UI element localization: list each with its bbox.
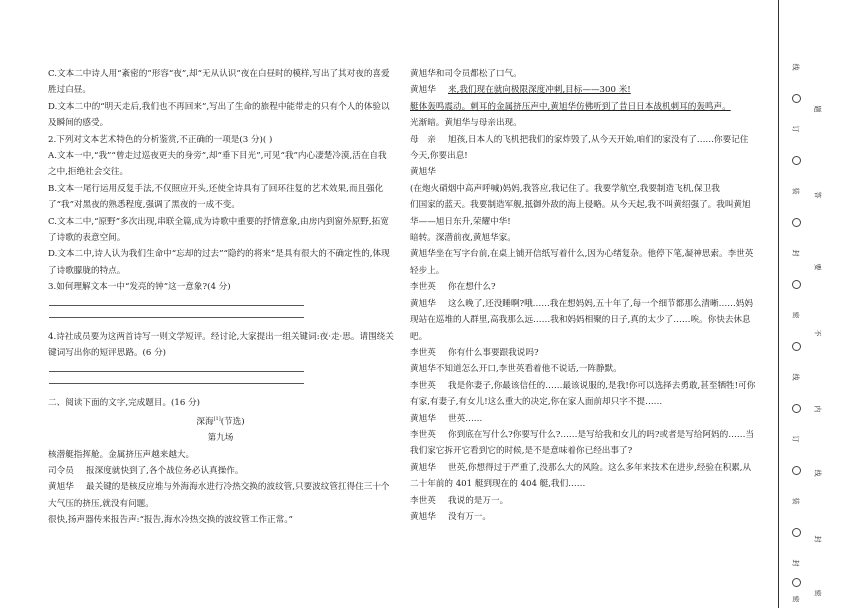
binding-circle [792, 218, 801, 227]
dialogue-line-cont: 华——旭日东升,荣耀中华! [410, 216, 511, 227]
dialogue-line: 李世英 你在想什么? [410, 282, 496, 293]
dialogue-line: 母 亲 旭孩,日本人的飞机把我们的家炸毁了,从今天开始,咱们的家没有了……你要记住 [410, 134, 749, 145]
binding-char: 装 [791, 187, 800, 195]
dialogue-line-cont: 吧。 [410, 331, 428, 342]
question-2: 2.下列对文本艺术特色的分析鉴赏,不正确的一项是(3 分)( ) [48, 134, 273, 145]
dialogue-line-cont: 今天,你要出息! [410, 151, 468, 162]
right-column [410, 66, 760, 525]
option-c: C.文本二中诗人用“紊密的”形容“夜”,却“无从认识”夜在白昼时的模样,写出了其对夜的喜爱 [48, 69, 390, 79]
binding-circle [792, 404, 801, 413]
dialogue-line: 李世英 你到底在写什么?你要写什么?……是写给我和女儿的吗?或者是写给阿妈的……当 [410, 429, 755, 440]
binding-char: 订 [791, 125, 800, 133]
binding-circle [792, 280, 801, 289]
binding-circle [792, 528, 801, 537]
stage-direction: 艇体轰鸣震动。刺耳的金属挤压声中,黄旭华仿佛听到了昔日日本战机刺耳的轰鸣声。 [410, 101, 731, 112]
dialogue-line: 司令员 报深度就快到了,各个战位务必认真操作。 [48, 465, 244, 476]
dialogue-line: 黄旭华 世英…… [410, 413, 483, 424]
option-d: D.文本二中的“明天走后,我们也不再回来”,写出了生命的旅程中能带走的只有个人的体验以 [48, 101, 390, 112]
binding-circle [792, 94, 801, 103]
option-d-cont: 及瞬间的感受。 [48, 118, 109, 129]
dialogue-line-cont: 我们家它拆开它看到它的时候,是不是意味着你已经出事了? [410, 446, 633, 457]
stage-direction: 核潜艇指挥舱。金属挤压声越来越大。 [48, 449, 195, 460]
question-4-cont: 键词写出你的短评思路。(6 分) [48, 348, 167, 359]
binding-char: 线 [791, 63, 800, 71]
q2-option-c-cont: 了诗歌的表意空间。 [48, 233, 126, 244]
binding-circle [792, 578, 801, 587]
dialogue-line: 黄旭华 最关键的是核反应堆与外海海水进行冷热交换的波纹管,只要波纹管扛得住三十个 [48, 482, 390, 493]
binding-label: 内 [813, 405, 822, 413]
dialogue-line-cont: 二十年前的 401 艇到现在的 404 艇,我们…… [410, 479, 586, 490]
binding-label: 不 [813, 329, 822, 337]
left-column [48, 66, 393, 529]
binding-char: 线 [791, 373, 800, 381]
binding-circle [792, 342, 801, 351]
stage-direction: 黄旭华坐在写字台前,在桌上铺开信纸写着什么,因为心绪复杂。他停下笔,凝神思索。李世英 [410, 249, 754, 260]
dialogue-line: 黄旭华 世英,你想得过于严重了,没那么大的风险。这么多年来技术在进步,经验在积累,从 [410, 462, 752, 473]
q2-option-d-cont: 了诗歌朦胧的特点。 [48, 265, 126, 276]
binding-char: 密 [791, 311, 800, 319]
dialogue-line-cont: 有家,有妻子,有女儿!这么重大的决定,你在家人面前却只字不提…… [410, 397, 663, 408]
scene-heading: 第九场 [207, 433, 234, 444]
answer-line [49, 305, 304, 306]
dialogue-line-cont: (在炮火硝烟中高声呼喊)妈妈,我答应,我记住了。我要学航空,我要制造飞机,保卫我 [410, 183, 720, 194]
q2-option-c: C.文本二中,“原野”多次出现,串联全篇,成为诗歌中重要的抒情意象,由房内到窗外原野,拓宽 [48, 216, 389, 227]
binding-label: 要 [813, 263, 822, 271]
q2-option-b: B.文本一尾行运用反复手法,不仅照应开头,还使全诗具有了回环往复的艺术效果,而且强化 [48, 183, 384, 194]
answer-line [49, 317, 304, 318]
dialogue-line: 黄旭华 来,我们现在就向极限深度冲刺,目标——300 米! [410, 85, 631, 96]
section-heading: 二、阅读下面的文字,完成题目。(16 分) [48, 397, 201, 408]
dialogue-line-cont: 大气压的挤压,就没有问题。 [48, 498, 154, 509]
q2-option-a: A.文本一中,“我”“曾走过巡夜更夫的身旁”,却“垂下目光”,可见“我”内心凄楚冷漠,活在自我 [48, 151, 387, 162]
passage-title: 深海[1](节选) [196, 415, 245, 427]
stage-direction: 暗转。深潜前夜,黄旭华家。 [410, 233, 516, 244]
question-3: 3.如何理解文本一中“发亮的钟”这一意象?(4 分) [48, 282, 231, 293]
answer-line [49, 383, 304, 384]
dialogue-line: 李世英 我说的是万一。 [410, 495, 509, 506]
answer-line [49, 371, 304, 372]
dialogue-line: 李世英 我是你妻子,你最该信任的……最该说服的,是我!你可以选择去勇敢,甚至牺牲!可你 [410, 380, 756, 391]
binding-char: 密 [791, 595, 800, 603]
binding-char: 订 [791, 435, 800, 443]
binding-char: 封 [791, 249, 800, 257]
dialogue-line-cont: 们国家的蓝天。我要制造军舰,抵御外敌的海上侵略。从今天起,我不叫黄绍强了。我叫黄旭 [410, 200, 751, 211]
binding-label: 线 [813, 469, 822, 477]
question-4: 4.诗社成员要为这两首诗写一则文学短评。经讨论,大家提出一组关键词:夜·走·思。请围绕关 [48, 331, 394, 342]
binding-char: 封 [791, 559, 800, 567]
q2-option-d: D.文本二中,诗人认为我们生命中“忘却的过去”“隐约的将来”是具有很大的不确定性的,体现 [48, 249, 390, 260]
q2-option-a-cont: 之中,拒绝社会交往。 [48, 167, 129, 178]
option-c-cont: 胜过白昼。 [48, 85, 91, 96]
binding-label: 密 [813, 589, 822, 597]
stage-direction: 很快,扬声器传来报告声:“报告,海水冷热交换的波纹管工作正常。” [48, 515, 293, 526]
binding-char: 装 [791, 497, 800, 505]
q2-option-b-cont: 了“我”对黑夜的熟悉程度,强调了黑夜的一成不变。 [48, 200, 240, 211]
binding-circle [792, 466, 801, 475]
stage-direction: 黄旭华和司令员都松了口气。 [410, 69, 522, 79]
dialogue-line: 黄旭华 没有万一。 [410, 511, 491, 522]
dialogue-line: 黄旭华 这么晚了,还没睡啊?哦……我在想妈妈,五十年了,每一个细节都那么清晰……妈妈 [410, 298, 753, 309]
stage-direction-cont: 轻步上。 [410, 265, 445, 276]
binding-label: 封 [813, 535, 822, 543]
speaker: 黄旭华 [410, 167, 436, 178]
binding-circle [792, 156, 801, 165]
binding-label: 题 [813, 105, 822, 113]
binding-label: 答 [813, 191, 822, 199]
stage-direction: 黄旭华不知道怎么开口,李世英看着他不说话,一阵静默。 [410, 364, 622, 375]
dialogue-line: 李世英 你有什么事要跟我说吗? [410, 347, 539, 358]
stage-direction: 光渐暗。黄旭华与母亲出现。 [410, 118, 522, 129]
binding-margin [778, 0, 860, 608]
dialogue-line-cont: 现站在巡堆的人群里,高我那么远……我和妈妈相聚的日子,真的太少了……唉。你快去休息 [410, 315, 751, 326]
